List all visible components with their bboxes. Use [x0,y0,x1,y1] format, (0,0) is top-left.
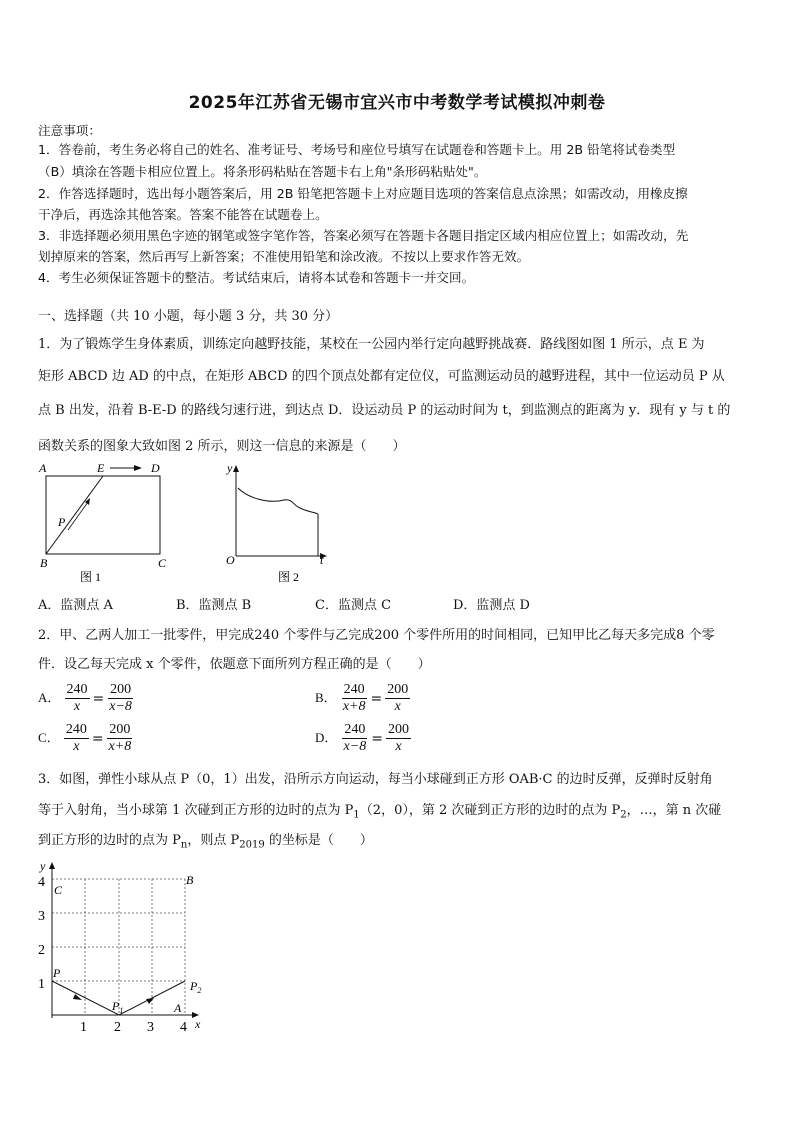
path-arrow-1 [73,994,82,1000]
fraction [107,682,134,715]
q1-option-b[interactable]: B．监测点 B [176,598,252,613]
label-p: P [53,966,61,980]
notice-line: 划掉原来的答案，然后再写上新答案；不准使用铅笔和涂改液。不按以上要求作答无效。 [38,249,530,264]
label-d: D [151,461,160,475]
denominator: x [394,699,401,714]
y-axis-arrow [233,465,239,472]
path-be [46,476,103,554]
label-p: P [58,515,66,529]
denominator: x−8 [109,699,132,714]
section-heading: 一、选择题（共 10 小题，每小题 3 分，共 30 分） [38,309,339,324]
label-p1 [111,999,123,1015]
y-tick: 3 [38,909,45,924]
q1-line: 点 B 出发，沿着 B-E-D 的路线匀速行进，到达点 D．设运动员 P 的运动时间为 t，到监测点的距离为 y．现有 y 与 t 的 [38,403,731,418]
y-tick: 4 [38,875,45,890]
subscript: 2019 [239,839,265,851]
option-key: C． [38,730,60,745]
numerator: 240 [65,722,87,737]
q3-text: 到正方形的边时的点为 P [38,833,181,848]
option-key: D． [315,730,338,745]
label-x: x [195,1017,201,1031]
fraction [386,722,411,755]
figure-1-rectangle-route [36,460,176,588]
y-axis-arrow [49,862,55,869]
y-tick: 2 [38,943,45,958]
numerator: 240 [344,722,366,737]
figure-2-graph [222,460,338,588]
denominator: x−8 [343,739,367,754]
label-p2-sub: 2 [197,986,202,995]
label-e: E [97,461,105,475]
q2-line: 件．设乙每天完成 x 个零件，依题意下面所列方程正确的是（ ） [38,657,431,672]
q3-text: （2，0），第 2 次碰到正方形的边时的点为 P [359,803,621,818]
y-tick: 1 [38,977,45,992]
notice-line: 2．作答选择题时，选出每小题答案后，用 2B 铅笔把答题卡上对应题目选项的答案信息点涂黑；如需改动，用橡皮擦 [38,186,688,201]
notice-line: （B）填涂在答题卡相应位置上。将条形码粘贴在答题卡右上角"条形码粘贴处"。 [38,164,487,179]
label-a: A [39,461,47,475]
q3-line [38,832,760,855]
label-o: O [226,553,235,567]
q3-square-graph [30,858,210,1034]
x-tick: 1 [80,1020,87,1034]
label-t: t [320,553,324,567]
q1-line: 函数关系的图象大致如图 2 所示，则这一信息的来源是（ ） [38,439,406,454]
denominator: x+8 [108,739,132,754]
label-y: y [40,859,46,873]
q2-option-a[interactable] [38,682,134,715]
q1-option-c[interactable]: C．监测点 C [315,598,392,613]
denominator: x [73,739,80,754]
q1-option-a[interactable]: A．监测点 A [38,598,113,613]
fraction [64,722,89,755]
q3-text: 的坐标是（ ） [264,833,373,848]
page-title: 2025年江苏省无锡市宜兴市中考数学考试模拟冲刺卷 [188,93,606,113]
subscript: n [180,839,188,851]
notice-line: 4．考生必须保证答题卡的整洁。考试结束后，请将本试卷和答题卡一并交回。 [38,270,475,285]
numerator: 240 [66,682,88,697]
arrow-p [68,502,88,530]
label-p2-letter: P [190,979,198,993]
q2-option-c[interactable] [38,722,133,755]
equals-sign: = [370,690,383,707]
fraction [65,682,90,715]
q1-line: 1．为了锻炼学生身体素质，训练定向越野技能，某校在一公园内举行定向越野挑战赛．路线图如图 1 所示，点 E 为 [38,337,705,352]
label-p1-letter: P [112,999,120,1013]
subscript: 1 [353,809,360,821]
x-tick: 2 [114,1020,121,1034]
numerator: 200 [110,682,132,697]
label-a: A [174,1001,182,1015]
q1-line: 矩形 ABCD 边 AD 的中点，在矩形 ABCD 的四个顶点处都有定位仪，可监测运动员的越野进程，其中一位运动员 P 从 [38,369,725,384]
figure-2-caption: 图 2 [278,570,300,584]
fraction [341,682,368,715]
option-key: B． [315,690,337,705]
numerator: 200 [387,722,409,737]
arrow-ed-head [134,465,142,471]
denominator: x [73,699,81,714]
numerator: 200 [387,682,409,697]
x-tick: 3 [147,1020,154,1034]
equals-sign: = [92,690,105,707]
label-p1-sub: 1 [119,1006,124,1015]
label-c: C [158,556,167,570]
label-p2 [189,979,201,995]
equals-sign: = [371,730,383,747]
label-c: C [54,883,63,897]
denominator: x [395,739,402,754]
q2-option-d[interactable] [315,722,411,755]
notice-heading: 注意事项： [38,123,101,138]
fraction [107,722,134,755]
y-t-curve [238,488,318,514]
x-tick: 4 [180,1020,187,1034]
numerator: 200 [109,722,131,737]
notice-line: 干净后，再选涂其他答案。答案不能答在试题卷上。 [38,207,328,222]
option-key: A． [38,690,61,705]
figure-1-caption: 图 1 [80,570,102,584]
label-b: B [186,873,194,887]
q3-line [38,802,760,825]
q2-line: 2．甲、乙两人加工一批零件，甲完成240 个零件与乙完成200 个零件所用的时间相同，已知甲比乙每天多完成8 个零 [38,628,715,643]
q3-text: ，则点 P [187,833,240,848]
fraction [385,682,410,715]
fraction [342,722,369,755]
notice-line: 3．非选择题必须用黑色字迹的钢笔或签字笔作答，答案必须写在答题卡各题目指定区域内相应位置上；如需改动，先 [38,228,689,243]
numerator: 240 [343,682,365,697]
q1-option-d[interactable]: D．监测点 D [453,598,530,613]
subscript: 2 [620,809,627,821]
q3-line: 3．如图，弹性小球从点 P（0，1）出发，沿所示方向运动，每当小球碰到正方形 OAB·C 的边时反弹，反弹时反射角 [38,772,713,787]
denominator: x+8 [342,699,366,714]
q2-option-b[interactable] [315,682,410,715]
equals-sign: = [91,730,104,747]
q3-text: ，…，第 n 次碰 [626,803,722,818]
label-y: y [227,461,233,475]
q3-text: 等于入射角，当小球第 1 次碰到正方形的边时的点为 P [38,803,354,818]
label-b: B [40,556,48,570]
grid [52,879,185,1015]
notice-line: 1．答卷前，考生务必将自己的姓名、准考证号、考场号和座位号填写在试题卷和答题卡上。用 2B 铅笔将试卷类型 [38,142,676,157]
